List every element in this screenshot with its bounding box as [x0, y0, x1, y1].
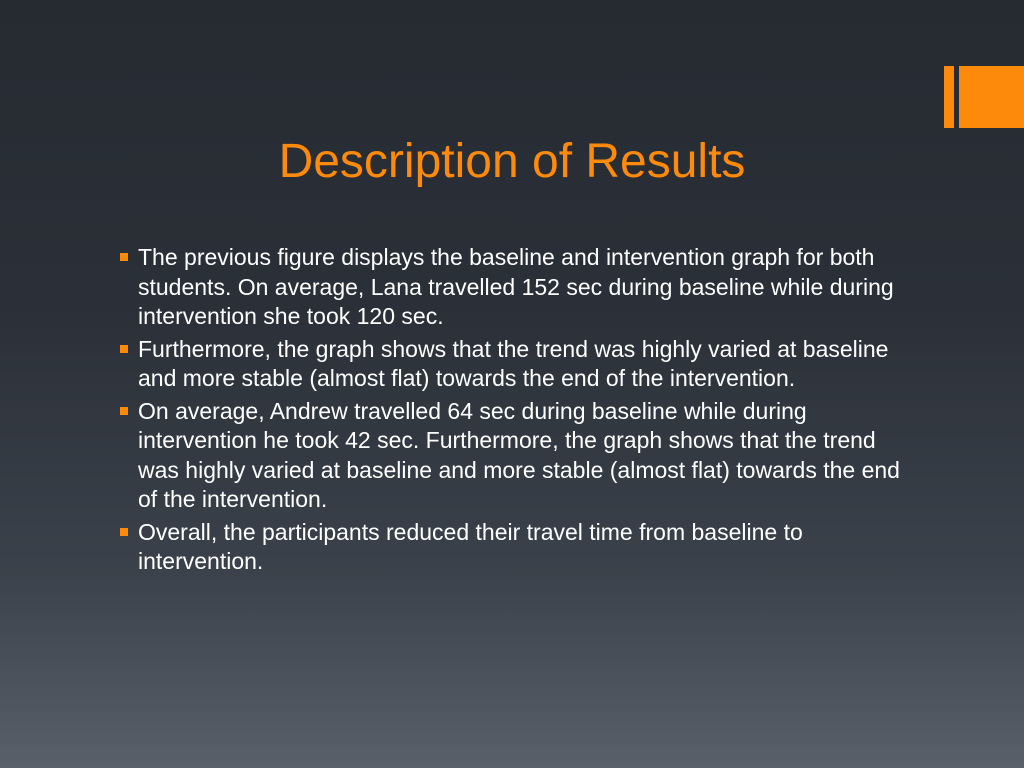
accent-block: [959, 66, 1024, 128]
square-bullet-icon: [120, 345, 128, 353]
bullet-text: The previous figure displays the baseline and intervention graph for both students. On average, Lana travelled 152 sec during baseline while during intervention she took 120 sec.: [138, 244, 894, 329]
bullet-text: On average, Andrew travelled 64 sec during baseline while during intervention he took 42 sec. Furthermore, the graph shows that the trend was highly varied at baseline and more stable (almost flat) towards the end of the intervention.: [138, 397, 900, 512]
bullet-item: [118, 243, 918, 332]
bullet-item: [118, 335, 918, 394]
square-bullet-icon: [120, 407, 128, 415]
bullet-list: [118, 243, 918, 580]
accent-thin-bar: [944, 66, 954, 128]
slide-title: Description of Results: [278, 135, 746, 188]
square-bullet-icon: [120, 253, 128, 261]
bullet-item: [118, 397, 918, 515]
square-bullet-icon: [120, 528, 128, 536]
bullet-text: Overall, the participants reduced their travel time from baseline to intervention.: [138, 518, 803, 574]
bullet-item: [118, 518, 918, 577]
accent-bar-icon: [944, 66, 1024, 128]
bullet-text: Furthermore, the graph shows that the trend was highly varied at baseline and more stable (almost flat) towards the end of the intervention.: [138, 335, 889, 391]
